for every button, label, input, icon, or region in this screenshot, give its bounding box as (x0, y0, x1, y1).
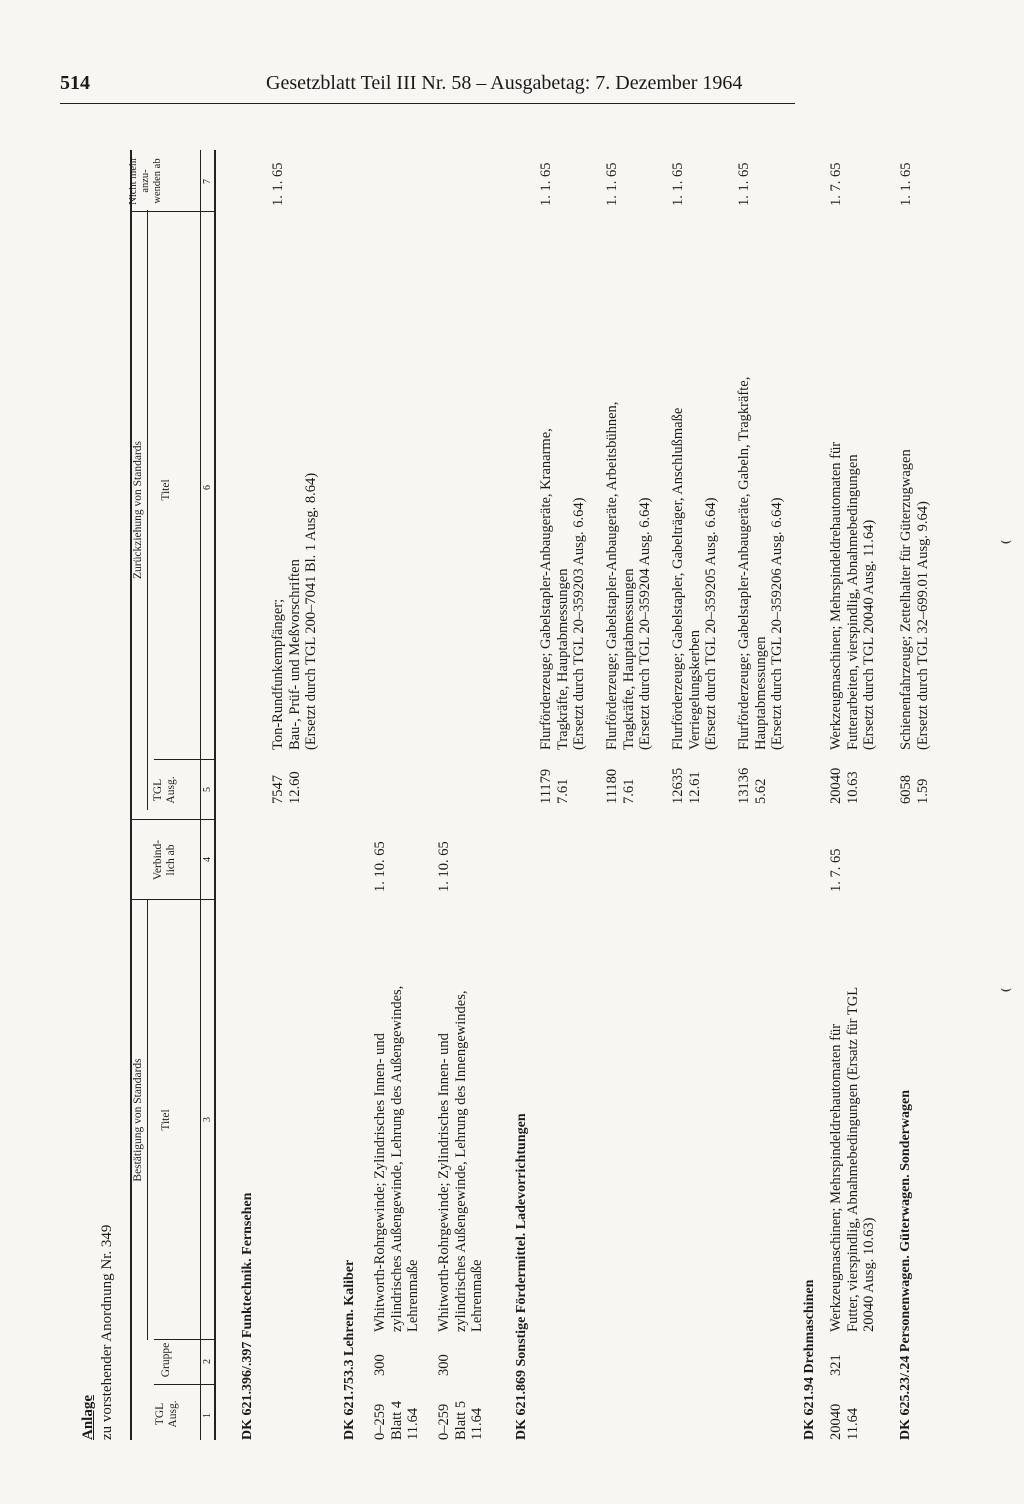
col-header-tgl-1: TGL Ausg. (154, 1400, 180, 1428)
section-heading: DK 621.94 Drehmaschinen (802, 1279, 817, 1440)
tgl-ausg-withdrawn: 7547 12.60 (270, 771, 303, 804)
tgl-ausg-withdrawn: 6058 1.59 (898, 775, 931, 804)
group-rule-left (147, 900, 148, 1340)
title-confirmed: Whitworth-Rohrgewinde; Zylindrisches Innen- und zylindrisches Außengewinde, Lehrung des Außengewindes, Lehrenmaße (372, 985, 422, 1332)
col-number-4: 4 (202, 857, 213, 862)
no-longer-applicable-date: 1. 1. 65 (270, 162, 286, 206)
scan-mark: ⌣ (1000, 978, 1012, 998)
col-header-titel-3: Titel (160, 1109, 172, 1131)
group-label-zurueckziehung: Zurückziehung von Standards (132, 441, 144, 579)
tgl-ausg-withdrawn: 11179 7.61 (538, 768, 571, 804)
header-bottom-rule (214, 150, 216, 1440)
running-header (60, 72, 790, 95)
annex-title: Anlage (80, 1395, 96, 1440)
section-heading: DK 621.869 Sonstige Fördermittel. Ladevorrichtungen (514, 1113, 529, 1440)
col-header-gruppe: Gruppe (160, 1342, 172, 1378)
no-longer-applicable-date: 1. 1. 65 (736, 162, 752, 206)
tgl-ausg-withdrawn: 11180 7.61 (604, 768, 637, 804)
running-title: Gesetzblatt Teil III Nr. 58 – Ausgabetag: 7. Dezember 1964 (266, 72, 743, 94)
group-label-bestaetigung: Bestätigung von Standards (132, 1058, 144, 1182)
no-longer-applicable-date: 1. 7. 65 (828, 162, 844, 206)
title-withdrawn: Werkzeugmaschinen; Mehrspindeldrehautomaten für Futterarbeiten, vierspindlig, Abnahmebedingungen (Ersetzt durch TGL 20040 Ausg. 11.64) (828, 441, 878, 750)
no-longer-applicable-date: 1. 1. 65 (670, 162, 686, 206)
col-number-1: 1 (202, 1413, 213, 1418)
col-sep-1 (154, 1384, 214, 1385)
title-confirmed: Whitworth-Rohrgewinde; Zylindrisches Innen- und zylindrisches Außengewinde, Lehrung des Innengewindes, Lehrenmaße (436, 990, 486, 1332)
col-number-2: 2 (202, 1359, 213, 1364)
section-heading: DK 621.753.3 Lehren. Kaliber (342, 1259, 357, 1440)
col-number-7: 7 (202, 179, 213, 184)
col-sep-3 (130, 899, 214, 900)
col-number-6: 6 (202, 485, 213, 490)
title-withdrawn: Schienenfahrzeuge; Zettelhalter für Güterzugwagen (Ersetzt durch TGL 32–699.01 Ausg. 9.64) (898, 449, 931, 750)
title-withdrawn: Flurförderzeuge; Gabelstapler-Anbaugeräte, Arbeitsbühnen, Tragkräfte, Hauptabmessungen (Ersetzt durch TGL 20–359204 Ausg. 6.64) (604, 401, 654, 750)
tgl-ausg-withdrawn: 13136 5.62 (736, 767, 769, 804)
title-withdrawn: Flurförderzeuge; Gabelstapler, Gabelträger, Anschlußmaße Verriegelungskerben (Ersetzt durch TGL 20–359205 Ausg. 6.64) (670, 407, 720, 750)
title-withdrawn: Flurförderzeuge; Gabelstapler-Anbaugeräte, Kranarme, Tragkräfte, Hauptabmessungen (Ersetzt durch TGL 20–359203 Ausg. 6.64) (538, 428, 588, 750)
tgl-ausg-confirmed: 20040 11.64 (828, 1403, 861, 1440)
no-longer-applicable-date: 1. 1. 65 (604, 162, 620, 206)
col-number-3: 3 (202, 1117, 213, 1122)
binding-date: 1. 10. 65 (372, 841, 388, 892)
table-header (130, 150, 216, 1440)
gruppe: 300 (372, 1354, 388, 1376)
annex-heading (80, 1225, 117, 1440)
col-sep-6 (130, 211, 214, 212)
header-number-rule (200, 150, 201, 1440)
title-withdrawn: Ton-Rundfunkempfänger; Bau-, Prüf- und Meßvorschriften (Ersetzt durch TGL 200–7041 Bl. 1 Ausg. 8.64) (270, 472, 320, 750)
title-withdrawn: Flurförderzeuge; Gabelstapler-Anbaugeräte, Gabeln, Tragkräfte, Hauptabmessungen (Ersetzt durch TGL 20–359206 Ausg. 6.64) (736, 376, 786, 750)
col-sep-2 (154, 1339, 214, 1340)
gruppe: 300 (436, 1354, 452, 1376)
page-number: 514 (60, 72, 90, 94)
tgl-ausg-confirmed: 0–259 Blatt 4 11.64 (372, 1400, 422, 1440)
col-header-titel-6: Titel (160, 479, 172, 501)
col-sep-5 (154, 759, 214, 760)
col-header-tgl-5: TGL Ausg. (152, 776, 178, 804)
title-confirmed: Werkzeugmaschinen; Mehrspindeldrehautomaten für Futter, vierspindlig, Abnahmebedingungen (Ersatz für TGL 20040 Ausg. 10.63) (828, 987, 878, 1332)
no-longer-applicable-date: 1. 1. 65 (898, 162, 914, 206)
annex-subtitle: zu vorstehender Anordnung Nr. 349 (99, 1224, 116, 1440)
col-sep-4 (130, 819, 214, 820)
rotated-annex-table (80, 140, 960, 1440)
binding-date: 1. 10. 65 (436, 841, 452, 892)
header-rule (60, 103, 795, 104)
col-header-verbindlich: Verbind- lich ab (152, 839, 178, 881)
gruppe: 321 (828, 1354, 844, 1376)
col-header-nicht-mehr: Nicht mehr anzu- wenden ab (128, 157, 164, 205)
scan-mark: ⌣ (1000, 530, 1012, 550)
tgl-ausg-withdrawn: 12635 12.61 (670, 767, 703, 804)
tgl-ausg-confirmed: 0–259 Blatt 5 11.64 (436, 1400, 486, 1440)
section-heading: DK 625.23/.24 Personenwagen. Güterwagen. Sonderwagen (898, 1090, 913, 1440)
section-heading: DK 621.396/.397 Funktechnik. Fernsehen (240, 1192, 255, 1440)
tgl-ausg-withdrawn: 20040 10.63 (828, 767, 861, 804)
group-rule-right (147, 210, 148, 810)
binding-date: 1. 7. 65 (828, 848, 844, 892)
no-longer-applicable-date: 1. 1. 65 (538, 162, 554, 206)
col-number-5: 5 (202, 787, 213, 792)
